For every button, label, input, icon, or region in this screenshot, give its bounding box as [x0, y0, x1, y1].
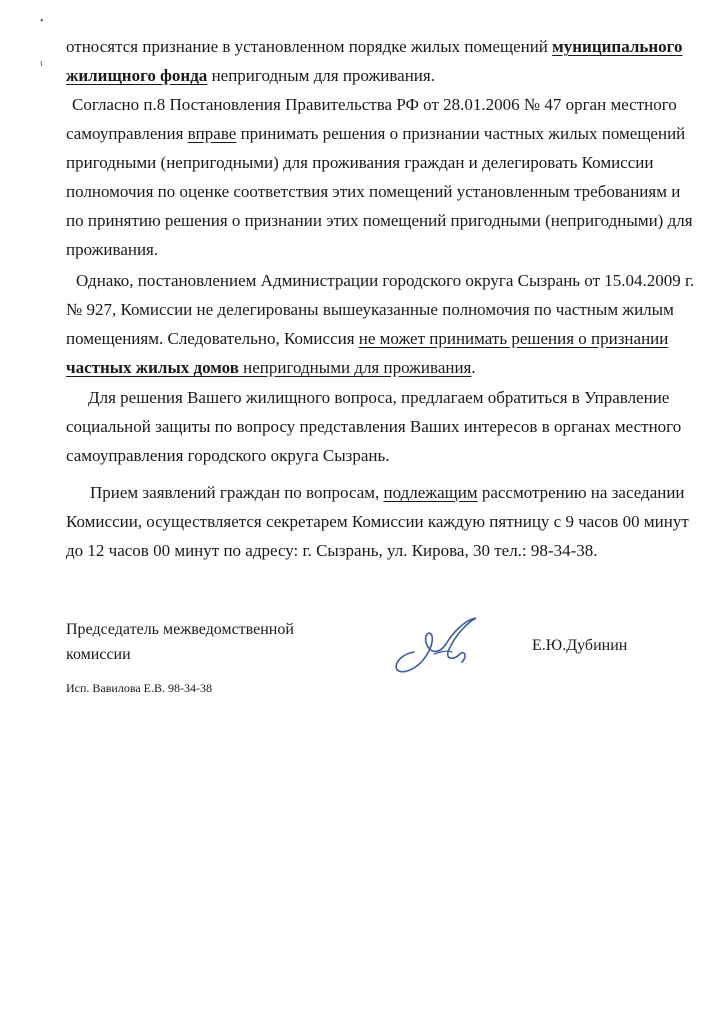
- paragraph-4: Для решения Вашего жилищного вопроса, предлагаем обратиться в Управление социальной защиты по вопросу представления Ваших интересов в органах местного самоуправления городского округа Сызрань.: [66, 388, 682, 465]
- executor-note: Исп. Вавилова Е.В. 98-34-38: [66, 681, 212, 695]
- paragraph-1: относятся признание в установленном порядке жилых помещений муниципального жилищного фонда непригодным для проживания.: [66, 37, 683, 85]
- signer-position: [66, 617, 294, 667]
- scan-mark: ι: [40, 58, 43, 69]
- handwritten-signature: [384, 612, 494, 682]
- paragraph-5: Прием заявлений граждан по вопросам, подлежащим рассмотрению на заседании Комиссии, осуществляется секретарем Комиссии каждую пятницу с 9 часов 00 минут до 12 часов 00 минут по адресу: г. Сызрань, ул. Кирова, 30 тел.: 98-34-38.: [66, 483, 689, 560]
- signer-name: Е.Ю.Дубинин: [532, 637, 628, 654]
- paragraph-3: Однако, постановлением Администрации городского округа Сызрань от 15.04.2009 г. № 927, Комиссии не делегированы вышеуказанные полномочия по частным жилым помещениям. Следовательно, Комиссия не может принимать решения о признании частных жилых домов непригодными для проживания.: [66, 271, 695, 377]
- paragraph-2: Согласно п.8 Постановления Правительства РФ от 28.01.2006 № 47 орган местного самоуправления вправе принимать решения о признании частных жилых помещений пригодными (непригодными) для проживания граждан и делегировать Комиссии полномочия по оценке соответствия этих помещений установленным требованиям и по принятию решения о признании этих помещений пригодными (непригодными) для проживания.: [66, 95, 693, 259]
- position-line-1: Председатель межведомственной: [66, 621, 294, 638]
- position-line-2: комиссии: [66, 646, 131, 663]
- scan-mark: •: [40, 16, 44, 27]
